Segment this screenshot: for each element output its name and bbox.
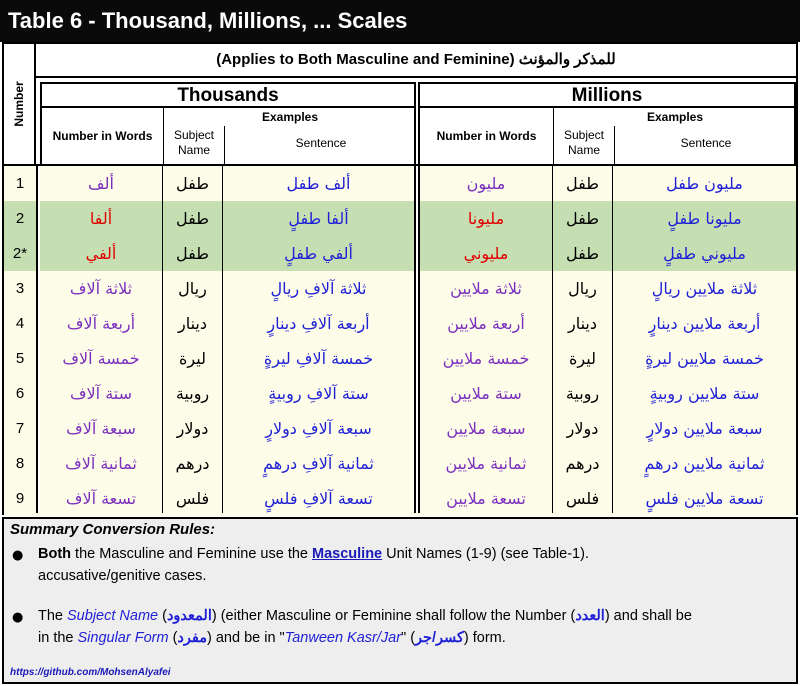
millions-subject-name: دولار: [566, 419, 599, 438]
table-row: [4, 341, 796, 376]
thousands-sentence: ثلاثة آلافِ ريالٍ: [270, 279, 367, 298]
thousands-sentence: تسعة آلافِ فلسٍ: [264, 489, 373, 508]
millions-sentence: خمسة ملايين ليرةٍ: [645, 349, 764, 368]
summary-rules: [2, 517, 798, 684]
arabic-mufrad: مفرد: [177, 630, 207, 646]
arabic-kasr: كسر/جر: [415, 630, 464, 646]
row-number: 1: [15, 175, 25, 192]
thousands-number-words: ثلاثة آلاف: [69, 279, 133, 298]
millions-subject-name: طفل: [566, 244, 599, 263]
millions-number-words: مليونا: [467, 209, 505, 228]
table-row: [4, 236, 796, 271]
row-number: 2*: [12, 245, 28, 262]
rule-1: [38, 543, 788, 587]
footer-url[interactable]: https://github.com/MohsenAlyafei: [10, 667, 171, 678]
table-row: [4, 411, 796, 446]
table-title: Table 6 - Thousand, Millions, ... Scales: [0, 0, 800, 42]
rule2-text: (: [168, 630, 178, 646]
millions-subject-name: ليرة: [569, 349, 596, 368]
millions-number-words: مليون: [466, 174, 506, 193]
row-number: 8: [15, 455, 25, 472]
millions-sentence: مليوني طفلٍ: [663, 244, 746, 263]
rule2-text: " (: [401, 630, 416, 646]
millions-sentence: تسعة ملايين فلسٍ: [645, 489, 764, 508]
millions-title: Millions: [420, 84, 794, 108]
thousands-subject-name: فلس: [175, 489, 210, 508]
millions-subject-divider: [612, 166, 613, 513]
rule2-text: (: [158, 608, 167, 624]
table-row: [4, 166, 796, 201]
millions-col-examples: Examples: [646, 110, 704, 124]
millions-subject-name: روبية: [565, 384, 600, 403]
number-column-header: [4, 44, 36, 164]
row-number: 4: [15, 315, 25, 332]
millions-number-words: أربعة ملايين: [447, 314, 525, 333]
thousands-subject-name: طفل: [176, 244, 209, 263]
rule2-text: The: [38, 608, 68, 624]
thousands-number-words: خمسة آلاف: [62, 349, 140, 368]
millions-sentence: سبعة ملايين دولارٍ: [646, 419, 763, 438]
thousands-number-words: أربعة آلاف: [66, 314, 136, 333]
masculine-link[interactable]: Masculine: [312, 546, 383, 562]
subject-name-term: Subject Name: [67, 608, 159, 624]
table-row: [4, 376, 796, 411]
applies-arabic: للمذكر والمؤنث: [518, 51, 616, 68]
rule2-text: ) and be in ": [206, 630, 285, 646]
millions-header-divider: [614, 126, 615, 164]
table-row: [4, 271, 796, 306]
thousands-sentence: أربعة آلافِ دينارٍ: [267, 314, 370, 333]
millions-header: [418, 82, 796, 164]
thousands-subject-name: ريال: [178, 279, 207, 298]
tanween-term: Tanween Kasr/Jar: [284, 630, 402, 646]
bullet-icon: ●: [12, 610, 24, 625]
thousands-col-sentence: Sentence: [295, 136, 347, 150]
thousands-col-subject: Subject Name: [173, 128, 215, 157]
millions-number-words: سبعة ملايين: [446, 419, 526, 438]
rule1-text-a: the Masculine and Feminine use the: [71, 546, 313, 562]
scales-table: [2, 42, 798, 515]
millions-number-words: ثلاثة ملايين: [450, 279, 522, 298]
thousands-subject-name: ليرة: [179, 349, 206, 368]
thousands-sentence: خمسة آلافِ ليرةٍ: [263, 349, 374, 368]
thousands-number-words: تسعة آلاف: [65, 489, 137, 508]
millions-subject-name: ريال: [568, 279, 597, 298]
thousands-sentence: سبعة آلافِ دولارٍ: [265, 419, 372, 438]
rule1-bold: Both: [38, 546, 72, 562]
singular-form-term: Singular Form: [77, 630, 169, 646]
millions-subject-name: فلس: [565, 489, 600, 508]
thousands-header: [40, 82, 416, 164]
thousands-title: Thousands: [42, 84, 414, 108]
thousands-number-words: ألفي: [85, 244, 117, 263]
summary-title: Summary Conversion Rules:: [10, 521, 216, 538]
row-number: 9: [15, 490, 25, 507]
millions-sentence: ثمانية ملايين درهمٍ: [644, 454, 765, 473]
row-number: 7: [15, 420, 25, 437]
arabic-adad: العدد: [575, 608, 605, 624]
column-gap-left: [38, 166, 40, 513]
thousands-subject-divider: [222, 166, 223, 513]
millions-col-subject: Subject Name: [563, 128, 605, 157]
rule2-text: in the: [38, 630, 78, 646]
thousands-subject-name: طفل: [176, 209, 209, 228]
millions-number-words: ثمانية ملايين: [445, 454, 527, 473]
table-row: [4, 481, 796, 516]
rule2-text: ) (either Masculine or Feminine shall follow the Number (: [211, 608, 576, 624]
thousands-subject-name: دولار: [176, 419, 209, 438]
thousands-number-words: ستة آلاف: [69, 384, 133, 403]
millions-subject-name: درهم: [565, 454, 600, 473]
number-header-label: Number: [12, 81, 26, 127]
thousands-number-words: ألف: [88, 174, 114, 193]
millions-sentence: مليونا طفلٍ: [667, 209, 742, 228]
thousands-sentence: ألف طفل: [286, 174, 351, 193]
millions-sentence: ثلاثة ملايين ريالٍ: [651, 279, 758, 298]
arabic-madud: المعدود: [166, 608, 212, 624]
millions-number-words: خمسة ملايين: [442, 349, 530, 368]
row-number: 6: [15, 385, 25, 402]
millions-words-divider: [552, 166, 553, 513]
row-number: 3: [15, 280, 25, 297]
rule2-text: ) and shall be: [604, 608, 692, 624]
millions-number-words: ستة ملايين: [450, 384, 522, 403]
millions-number-words: مليوني: [463, 244, 509, 263]
millions-col-sentence: Sentence: [680, 136, 732, 150]
millions-col-words: Number in Words: [420, 108, 554, 164]
thousands-subject-name: دينار: [177, 314, 207, 333]
rule-2: [38, 605, 788, 649]
thousands-right-border: [414, 166, 416, 513]
bullet-icon: ●: [12, 548, 24, 563]
rule2-text: ) form.: [463, 630, 506, 646]
thousands-number-words: سبعة آلاف: [66, 419, 136, 438]
millions-sentence: ستة ملايين روبيةٍ: [649, 384, 760, 403]
millions-sentence: أربعة ملايين دينارٍ: [648, 314, 761, 333]
thousands-sentence: ستة آلافِ روبيةٍ: [268, 384, 369, 403]
thousands-words-divider: [162, 166, 163, 513]
rule1-text-b: Unit Names (1-9) (see Table-1).: [382, 546, 589, 562]
millions-subject-name: طفل: [566, 209, 599, 228]
row-number: 5: [15, 350, 25, 367]
millions-subject-name: طفل: [566, 174, 599, 193]
thousands-sentence: ألفا طفلٍ: [288, 209, 349, 228]
millions-left-border: [418, 166, 420, 513]
row-number: 2: [15, 210, 25, 227]
table-row: [4, 446, 796, 481]
thousands-header-divider: [224, 126, 225, 164]
thousands-subject-name: درهم: [175, 454, 210, 473]
thousands-sentence: ألفي طفلٍ: [284, 244, 353, 263]
applies-text: (Applies to Both Masculine and Feminine): [216, 51, 515, 68]
millions-sentence: مليون طفل: [666, 174, 743, 193]
table-row: [4, 201, 796, 236]
thousands-subject-name: طفل: [176, 174, 209, 193]
rule1-line2: accusative/genitive cases.: [38, 568, 207, 584]
millions-number-words: تسعة ملايين: [446, 489, 526, 508]
thousands-number-words: ألفا: [89, 209, 113, 228]
table-row: [4, 306, 796, 341]
millions-subject-name: دينار: [567, 314, 597, 333]
thousands-sentence: ثمانية آلافِ درهمٍ: [263, 454, 374, 473]
thousands-subject-name: روبية: [175, 384, 210, 403]
thousands-col-examples: Examples: [261, 110, 319, 124]
thousands-number-words: ثمانية آلاف: [65, 454, 137, 473]
applies-banner: [36, 44, 796, 78]
thousands-col-words: Number in Words: [42, 108, 164, 164]
